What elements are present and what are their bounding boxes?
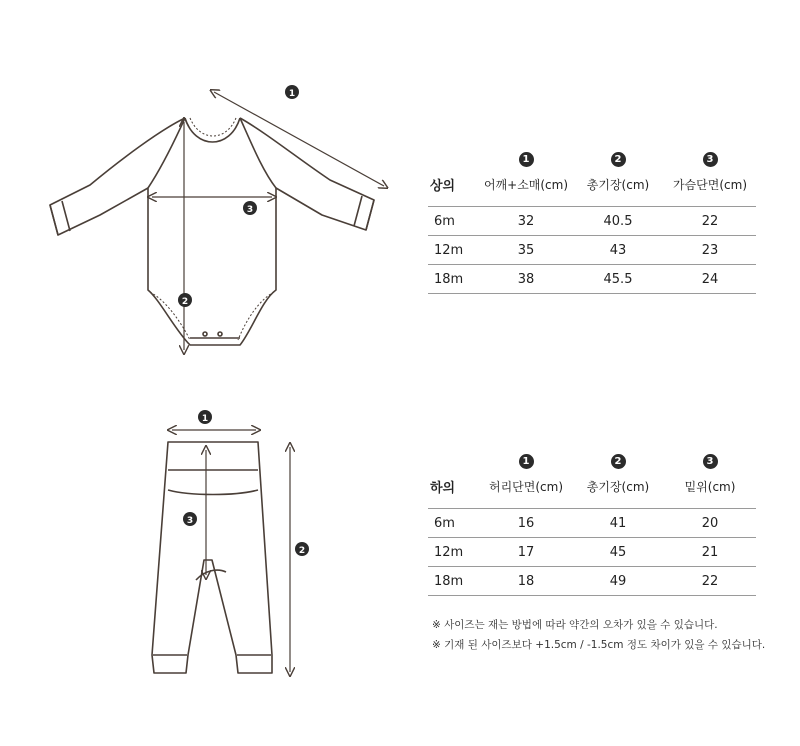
svg-text:2: 2 [181,297,189,307]
value-cell: 49 [609,573,627,589]
svg-text:3: 3 [246,205,254,215]
table-row [428,538,756,567]
value-cell: 45.5 [603,271,633,287]
top-table-markers [428,148,756,170]
bodysuit-illustration [50,118,374,345]
column-header: 총기장(cm) [586,479,650,494]
svg-text:1: 1 [288,89,296,99]
note-line: ※ 사이즈는 재는 방법에 따라 약간의 오차가 있을 수 있습니다. [432,619,718,631]
bottom-size-table [428,450,756,596]
value-cell: 22 [701,573,719,589]
marker-2: 2 [611,152,626,167]
svg-text:2: 2 [298,546,306,556]
value-cell: 45 [609,544,627,560]
value-cell: 16 [517,515,535,531]
column-header: 총기장(cm) [586,177,650,192]
svg-text:3: 3 [186,516,194,526]
value-cell: 21 [701,544,719,560]
value-cell: 43 [609,242,627,258]
marker-1: 1 [519,454,534,469]
svg-text:1: 1 [201,414,209,424]
table-row [428,236,756,265]
size-notes [432,615,765,655]
size-cell: 18m [434,271,464,287]
table-row [428,265,756,294]
value-cell: 17 [517,544,535,560]
size-cell: 12m [434,544,464,560]
value-cell: 40.5 [603,213,633,229]
size-cell: 6m [434,515,455,531]
marker-3: 3 [703,152,718,167]
marker-3: 3 [703,454,718,469]
column-header: 가슴단면(cm) [672,177,748,192]
table-row [428,567,756,596]
pants-illustration [152,442,272,673]
marker-2: 2 [611,454,626,469]
size-cell: 6m [434,213,455,229]
marker-1: 1 [519,152,534,167]
column-header: 밑위(cm) [684,479,736,494]
size-cell: 12m [434,242,464,258]
value-cell: 32 [517,213,535,229]
column-header: 어깨+소매(cm) [483,177,569,192]
value-cell: 24 [701,271,719,287]
value-cell: 18 [517,573,535,589]
table-row [428,207,756,236]
bottom-table-header [428,472,756,500]
value-cell: 23 [701,242,719,258]
note-line: ※ 기재 된 사이즈보다 +1.5cm / -1.5cm 정도 차이가 있을 수 있습니다. [432,639,766,651]
table-row [428,509,756,538]
diagram-badges [178,85,309,556]
value-cell: 41 [609,515,627,531]
top-category-label: 상의 [430,178,456,194]
shoulder-sleeve-measure [214,92,384,186]
bottom-table-markers [428,450,756,472]
value-cell: 22 [701,213,719,229]
value-cell: 20 [701,515,719,531]
bottom-category-label: 하의 [430,480,456,496]
top-size-table [428,148,756,294]
size-cell: 18m [434,573,464,589]
column-header: 허리단면(cm) [488,479,564,494]
value-cell: 38 [517,271,535,287]
value-cell: 35 [517,242,535,258]
top-table-header [428,170,756,198]
